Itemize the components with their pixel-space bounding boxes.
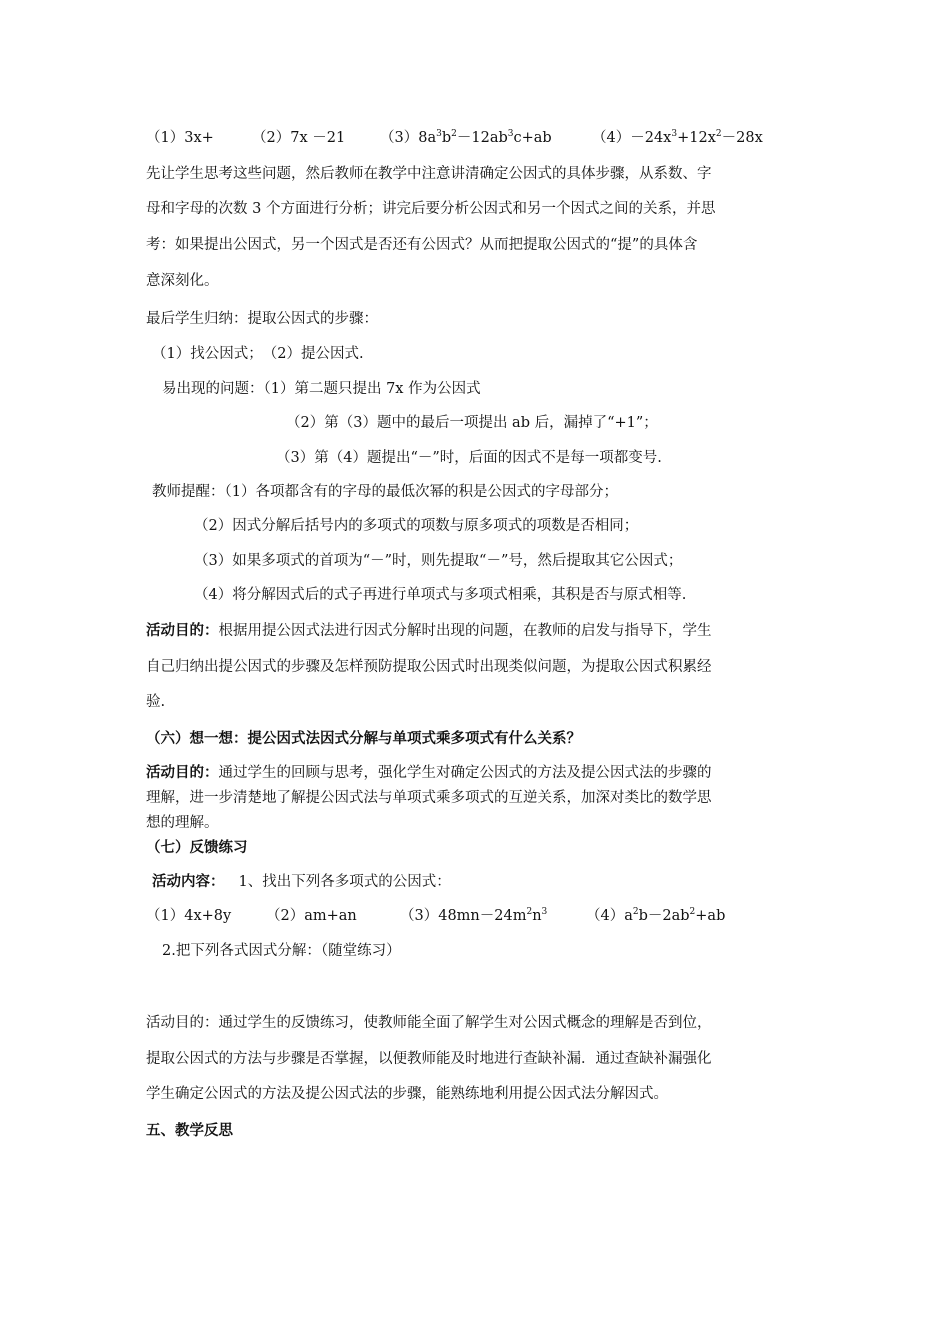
problem-3-exp-3: 3 (507, 129, 514, 140)
problem-4 (592, 128, 763, 148)
exercise-3-term-b: n (532, 908, 542, 924)
issues-line-1: 易出现的问题：（1）第二题只提出 7x 作为公因式 (162, 381, 481, 397)
goal-2-label: 活动目的： (146, 764, 219, 781)
goal-2-text-1: 通过学生的回顾与思考，强化学生对确定公因式的方法及提公因式法的步骤的 (218, 765, 712, 781)
exercises-row (146, 906, 846, 926)
exercise-3-term-a: （3）48mn－24m (400, 908, 527, 924)
problem-4-term-c: －28x (721, 130, 763, 146)
summary-steps: （1）找公因式； （2）提公因式. (152, 346, 364, 362)
problems-row (146, 128, 846, 148)
exercise-4-exp-2: 2 (689, 907, 696, 918)
exercise-4-term-a: （4）a (586, 908, 633, 924)
problem-3-term-d: c+ab (513, 130, 552, 146)
reminder-2: （2）因式分解后括号内的多项式的项数与原多项式的项数是否相同； (194, 518, 639, 534)
section-5-heading: 五、教学反思 (146, 1122, 233, 1139)
section-6-heading: （六）想一想：提公因式法因式分解与单项式乘多项式有什么关系？ (146, 730, 581, 747)
paragraph-1-line-2: 母和字母的次数 3 个方面进行分析；讲完后要分析公因式和另一个因式之间的关系，并思 (146, 201, 716, 217)
problem-4-exp-2: 2 (715, 129, 722, 140)
summary-intro: 最后学生归纳：提取公因式的步骤： (146, 311, 378, 327)
goal-2-line-1 (146, 763, 712, 783)
goal-1-text-1: 根据用提公因式法进行因式分解时出现的问题，在教师的启发与指导下，学生 (218, 623, 712, 639)
problem-4-term-b: +12x (677, 130, 716, 146)
exercise-4 (586, 906, 725, 926)
problem-3-exp-1: 3 (436, 129, 442, 140)
exercise-4-term-b: b－2ab (638, 908, 690, 924)
activity-content-text: 1、找出下列各多项式的公因式： (238, 874, 451, 890)
problem-3-label: （3） (380, 130, 419, 146)
problem-3 (380, 128, 552, 148)
problem-1: （1）3x+ (146, 130, 214, 146)
exercise-3 (400, 906, 547, 926)
issues-line-3: （3）第（4）题提出“－”时，后面的因式不是每一项都变号. (276, 450, 662, 466)
exercise-4-term-c: +ab (695, 908, 726, 924)
goal-1-line-3: 验. (146, 694, 166, 710)
paragraph-1-line-3: 考：如果提出公因式，另一个因式是否还有公因式？从而把提取公因式的“提”的具体含 (146, 237, 698, 253)
section-7-heading: （七）反馈练习 (146, 839, 248, 856)
goal-3-line-2: 提取公因式的方法与步骤是否掌握，以便教师能及时地进行查缺补漏．通过查缺补漏强化 (146, 1051, 712, 1067)
goal-1-label: 活动目的： (146, 622, 219, 639)
goal-2-line-2: 理解，进一步清楚地了解提公因式法与单项式乘多项式的互逆关系，加深对类比的数学思 (146, 790, 712, 806)
activity-content (152, 872, 451, 892)
exercise-2: （2）am+an (266, 908, 357, 924)
reminder-1: 教师提醒：（1）各项都含有的字母的最低次幂的积是公因式的字母部分； (152, 484, 618, 500)
paragraph-1-line-1: 先让学生思考这些问题，然后教师在教学中注意讲清确定公因式的具体步骤，从系数、字 (146, 166, 712, 182)
exercise-2-instruction: 2.把下列各式因式分解：（随堂练习） (162, 943, 401, 959)
reminder-4: （4）将分解因式后的式子再进行单项式与多项式相乘，其积是否与原式相等. (194, 587, 687, 603)
problem-3-term-c: －12ab (456, 130, 508, 146)
exercise-1: （1）4x+8y (146, 908, 232, 924)
activity-content-label: 活动内容： (152, 873, 225, 890)
reminder-3: （3）如果多项式的首项为“－”时，则先提取“－”号，然后提取其它公因式； (194, 553, 683, 569)
problem-3-term-b: b (441, 130, 452, 146)
problem-2: （2）7x －21 (252, 130, 346, 146)
goal-2-line-3: 想的理解。 (146, 815, 219, 831)
problem-4-term-a: －24x (630, 130, 672, 146)
goal-3-line-1: 活动目的：通过学生的反馈练习，使教师能全面了解学生对公因式概念的理解是否到位， (146, 1015, 712, 1031)
issues-line-2: （2）第（3）题中的最后一项提出 ab 后，漏掉了“+1”； (286, 415, 658, 431)
paragraph-1-line-4: 意深刻化。 (146, 273, 219, 289)
goal-3-line-3: 学生确定公因式的方法及提公因式法的步骤，能熟练地利用提公因式法分解因式。 (146, 1086, 668, 1102)
problem-4-label: （4） (592, 130, 631, 146)
exercise-3-exp-1: 2 (526, 907, 533, 918)
goal-1-line-1 (146, 621, 712, 641)
exercise-4-exp-1: 2 (632, 907, 639, 918)
problem-3-term-a: 8a (418, 130, 437, 146)
problem-3-exp-2: 2 (451, 129, 457, 140)
goal-1-line-2: 自己归纳出提公因式的步骤及怎样预防提取公因式时出现类似问题，为提取公因式积累经 (146, 659, 712, 675)
exercise-3-exp-2: 3 (541, 907, 548, 918)
problem-4-exp-1: 3 (671, 129, 678, 140)
